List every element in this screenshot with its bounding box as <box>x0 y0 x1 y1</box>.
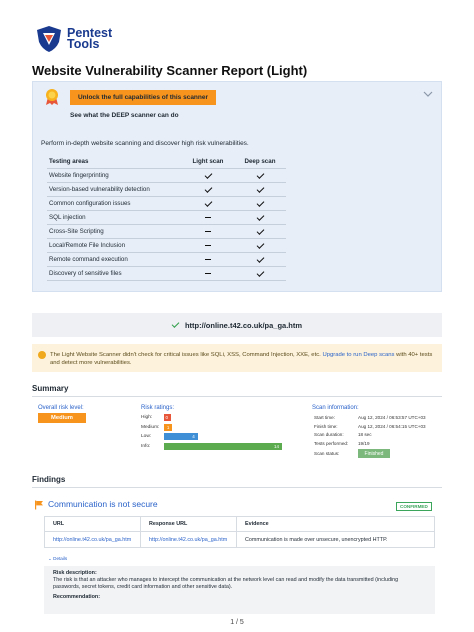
rating-label: Info: <box>141 443 151 449</box>
finding-table <box>44 516 435 548</box>
light-scan-cell <box>182 253 234 267</box>
details-toggle[interactable] <box>48 556 67 562</box>
table-row <box>45 532 435 548</box>
dash-icon <box>205 259 211 260</box>
checkmark-icon <box>256 213 264 221</box>
risk-description-heading: Risk description: <box>53 570 97 576</box>
testing-area-cell: SQL injection <box>47 211 182 225</box>
light-scan-cell <box>182 169 234 183</box>
findings-divider <box>32 487 442 488</box>
rating-label: High: <box>141 415 153 420</box>
risk-description-box <box>44 566 435 614</box>
rating-bar: 4 <box>164 433 198 440</box>
testing-area-cell: Remote command execution <box>47 253 182 267</box>
table-row <box>47 211 286 225</box>
scan-info-key: Scan duration: <box>314 432 344 437</box>
scan-status-label: Scan status: <box>314 451 340 456</box>
checkmark-icon <box>204 171 212 179</box>
table-row <box>47 225 286 239</box>
deep-scan-cell <box>234 183 286 197</box>
report-title: Website Vulnerability Scanner Report (Light) <box>32 63 308 78</box>
scan-info-value: 19/19 <box>358 440 370 446</box>
unlock-capabilities-button[interactable]: Unlock the full capabilities of this scanner <box>70 90 216 105</box>
rating-bar: 14 <box>164 443 282 450</box>
scan-status-badge: Finished <box>358 449 390 458</box>
col-deep-scan: Deep scan <box>234 156 286 169</box>
chevron-down-icon: ⌄ <box>48 556 52 561</box>
light-scan-cell <box>182 267 234 281</box>
brand-line1: Pentest <box>67 26 113 40</box>
notice-text-part1: The Light Website Scanner didn't check for critical issues like SQLi, XSS, Command Injection, XXE, etc. <box>50 352 321 358</box>
notice-text-part2: with 40+ tests and detect more vulnerabilities. <box>50 352 433 366</box>
table-row <box>47 169 286 183</box>
table-header-row <box>45 517 435 532</box>
col-testing-areas: Testing areas <box>47 156 182 169</box>
checkmark-icon <box>256 241 264 249</box>
light-scan-cell <box>182 211 234 225</box>
table-header-row <box>47 156 286 169</box>
rating-bar: 1 <box>164 424 172 431</box>
table-row <box>47 267 286 281</box>
overall-risk-label: Overall risk level: <box>38 405 84 411</box>
checkmark-icon <box>256 227 264 235</box>
warning-icon <box>38 351 46 359</box>
deep-scan-cell <box>234 169 286 183</box>
light-scan-cell <box>182 197 234 211</box>
col-evidence: Evidence <box>237 517 435 532</box>
deep-scan-cell <box>234 211 286 225</box>
scan-info-value: Aug 12, 2024 / 06:53:57 UTC+03 <box>358 415 426 420</box>
award-ribbon-icon <box>44 88 60 106</box>
scan-info-key: Start time: <box>314 415 335 420</box>
findings-heading: Findings <box>32 475 66 484</box>
risk-ratings-label: Risk ratings: <box>141 405 175 411</box>
scan-info-value: Aug 12, 2024 / 06:54:15 UTC+03 <box>358 423 426 429</box>
checkmark-icon <box>172 320 180 328</box>
confirmed-badge: CONFIRMED <box>396 502 432 511</box>
cell-response-url[interactable]: http://online.t42.co.uk/pa_ga.htm <box>141 532 237 548</box>
light-scan-cell <box>182 183 234 197</box>
rating-label: Low: <box>141 434 152 439</box>
summary-divider <box>32 396 442 397</box>
dash-icon <box>205 231 211 232</box>
testing-area-cell: Cross-Site Scripting <box>47 225 182 239</box>
checkmark-icon <box>256 199 264 207</box>
recommendation-heading: Recommendation: <box>53 594 101 600</box>
scan-info-key: Tests performed: <box>314 440 349 446</box>
cell-url[interactable]: http://online.t42.co.uk/pa_ga.htm <box>45 532 141 548</box>
scan-comparison-table <box>47 156 286 281</box>
light-scan-cell <box>182 225 234 239</box>
deep-scan-cell <box>234 197 286 211</box>
testing-area-cell: Discovery of sensitive files <box>47 267 182 281</box>
table-row <box>47 197 286 211</box>
checkmark-icon <box>204 185 212 193</box>
chevron-down-icon[interactable] <box>423 91 433 97</box>
details-label: Details <box>53 556 68 561</box>
rating-label: Medium: <box>141 424 160 430</box>
finding-title[interactable]: Communication is not secure <box>48 499 158 509</box>
risk-description-text: The risk is that an attacker who manages to intercept the communication at the network level can read and modify the data transmitted (including passwords, secret tokens, credit card information and other sensitive data). <box>53 577 399 590</box>
rating-bar: 0 <box>164 414 171 421</box>
checkmark-icon <box>204 199 212 207</box>
flag-icon <box>34 500 44 510</box>
brand-line2: Tools <box>67 37 100 51</box>
dash-icon <box>205 245 211 246</box>
table-row <box>47 239 286 253</box>
testing-area-cell: Website fingerprinting <box>47 169 182 183</box>
col-response-url: Response URL <box>141 517 237 532</box>
testing-area-cell: Common configuration issues <box>47 197 182 211</box>
table-row <box>47 183 286 197</box>
deep-scan-cell <box>234 267 286 281</box>
scan-info-key: Finish time: <box>314 423 338 429</box>
dash-icon <box>205 217 211 218</box>
target-url: http://online.t42.co.uk/pa_ga.htm <box>184 320 303 330</box>
dash-icon <box>205 273 211 274</box>
shield-logo-icon <box>34 24 64 54</box>
col-url: URL <box>45 517 141 532</box>
overall-risk-badge: Medium <box>38 413 86 423</box>
deep-scan-cell <box>234 225 286 239</box>
testing-area-cell: Version-based vulnerability detection <box>47 183 182 197</box>
scan-info-value: 18 sec <box>358 432 372 437</box>
target-url-bar <box>32 313 442 337</box>
pentest-tools-logo <box>34 24 112 54</box>
page-number: 1 / 5 <box>230 619 244 626</box>
deep-scan-promo <box>32 81 442 292</box>
checkmark-icon <box>256 185 264 193</box>
cell-evidence: Communication is made over unsecure, unencrypted HTTP. <box>237 532 435 548</box>
light-scan-notice <box>32 344 442 372</box>
deep-scan-cell <box>234 253 286 267</box>
checkmark-icon <box>256 269 264 277</box>
upgrade-link[interactable]: Upgrade to run Deep scans <box>322 352 395 358</box>
brand-name <box>67 28 112 50</box>
promo-subtitle: See what the DEEP scanner can do <box>70 112 179 119</box>
deep-scan-cell <box>234 239 286 253</box>
summary-heading: Summary <box>32 384 69 393</box>
checkmark-icon <box>256 255 264 263</box>
checkmark-icon <box>256 171 264 179</box>
promo-description: Perform in-depth website scanning and discover high risk vulnerabilities. <box>41 140 249 147</box>
table-row <box>47 253 286 267</box>
light-scan-cell <box>182 239 234 253</box>
testing-area-cell: Local/Remote File Inclusion <box>47 239 182 253</box>
scan-info-label: Scan information: <box>312 405 359 411</box>
col-light-scan: Light scan <box>182 156 234 169</box>
